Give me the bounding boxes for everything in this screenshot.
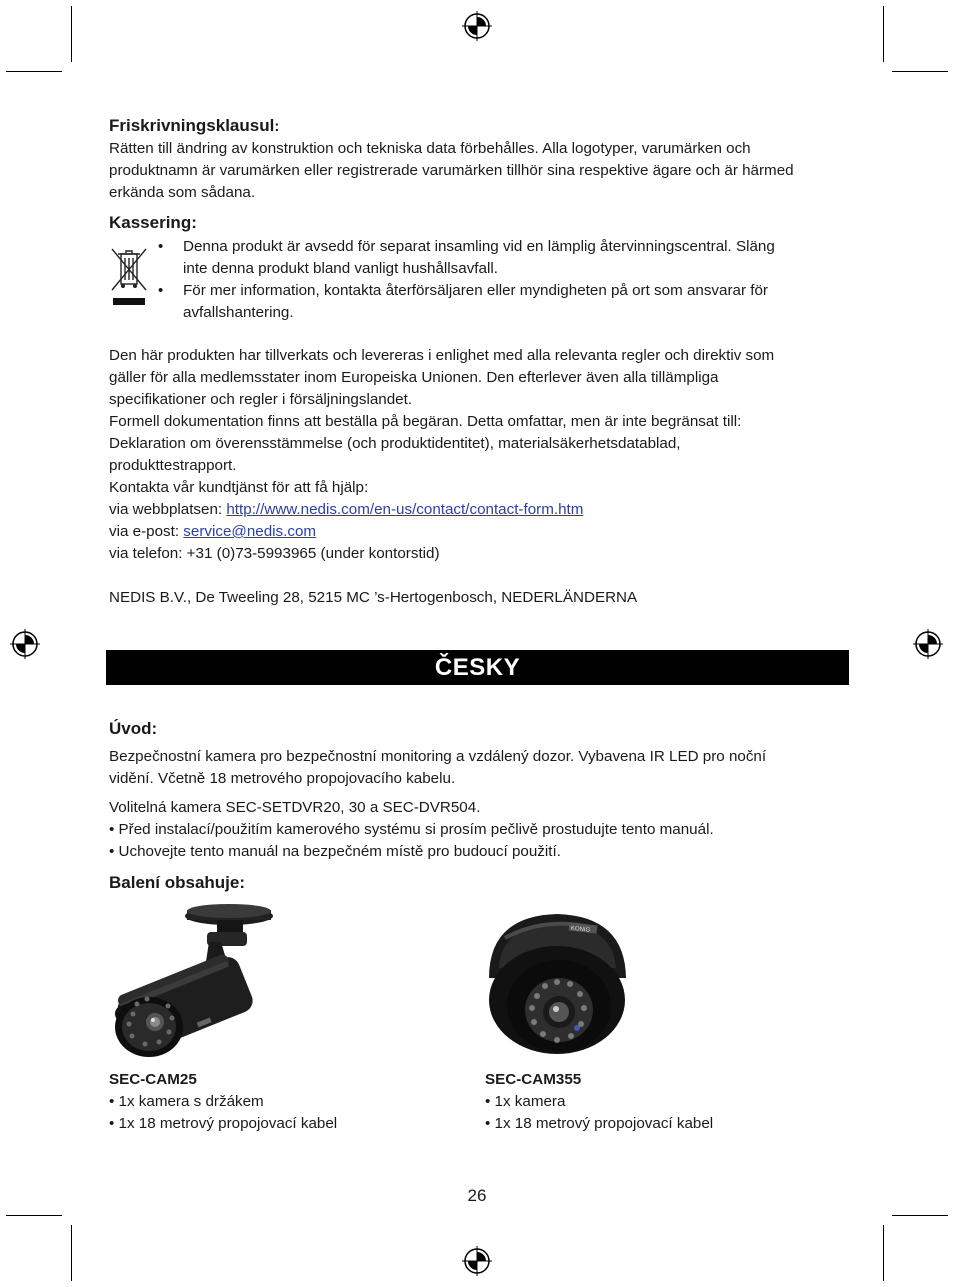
- dome-brand-mark: KONIG: [570, 925, 591, 934]
- registration-mark-icon: [10, 629, 40, 659]
- disclaimer-heading: [109, 115, 279, 138]
- crop-mark: [71, 1225, 72, 1281]
- text-line: Rätten till ändring av konstruktion och tekniska data förbehålles. Alla logotyper, varumärken och: [109, 140, 751, 157]
- product-item: • 1x 18 metrový propojovací kabel: [109, 1115, 338, 1132]
- crop-mark: [883, 1225, 884, 1281]
- compliance-body: [109, 345, 879, 609]
- product-name: SEC-CAM355: [485, 1071, 582, 1088]
- optional-camera-line: Volitelná kamera SEC-SETDVR20, 30 a SEC-DVR504.: [109, 799, 481, 816]
- crop-mark: [6, 71, 62, 72]
- text-line: Formell dokumentation finns att beställa på begäran. Detta omfattar, men är inte begränsat till:: [109, 413, 742, 430]
- disclaimer-colon: :: [274, 118, 280, 135]
- website-prefix: via webbplatsen:: [109, 501, 227, 518]
- text-line: Den här produkten har tillverkats och levereras i enlighet med alla relevanta regler och direktiv som: [109, 347, 775, 364]
- company-address: NEDIS B.V., De Tweeling 28, 5215 MC ’s-Hertogenbosch, NEDERLÄNDERNA: [109, 589, 638, 606]
- text-line: produktnamn är varumärken eller registrerade varumärken tillhör sina respektive ägare och är härmed: [109, 162, 794, 179]
- bullet-camera-photo: [109, 902, 279, 1064]
- dome-camera-photo: [485, 908, 630, 1058]
- text-line: inte denna produkt bland vanligt hushållsavfall.: [183, 260, 498, 277]
- intro-body: [109, 746, 879, 790]
- language-banner: ČESKY: [106, 650, 849, 685]
- product-name: SEC-CAM25: [109, 1071, 197, 1088]
- registration-mark-icon: [462, 1246, 492, 1276]
- product-item: • 1x kamera s držákem: [109, 1093, 264, 1110]
- text-line: Kontakta vår kundtjänst för att få hjälp:: [109, 479, 369, 496]
- text-line: gäller för alla medlemsstater inom Europeiska Unionen. Den efterlever även alla tillämpliga: [109, 369, 719, 386]
- package-heading: Balení obsahuje:: [109, 873, 246, 892]
- disposal-bullet-2: [183, 280, 863, 324]
- text-line: produkttestrapport.: [109, 457, 237, 474]
- intro-heading: Úvod:: [109, 719, 158, 738]
- intro-notes: [109, 797, 879, 863]
- email-link[interactable]: service@nedis.com: [183, 523, 317, 540]
- disposal-heading: Kassering:: [109, 213, 197, 232]
- website-link[interactable]: http://www.nedis.com/en-us/contact/contact-form.htm: [226, 501, 584, 518]
- note-item: • Před instalací/použitím kamerového systému si prosím pečlivě prostudujte tento manuál.: [109, 821, 714, 838]
- crop-mark: [6, 1215, 62, 1216]
- text-line: För mer information, kontakta återförsäljaren eller myndigheten på ort som ansvarar för: [183, 282, 768, 299]
- note-item: • Uchovejte tento manuál na bezpečném místě pro budoucí použití.: [109, 843, 561, 860]
- email-prefix: via e-post:: [109, 523, 184, 540]
- crop-mark: [892, 71, 948, 72]
- phone-line: via telefon: +31 (0)73-5993965 (under kontorstid): [109, 545, 440, 562]
- product-card-sec-cam355: [485, 1069, 855, 1135]
- page-number: 26: [467, 1186, 487, 1205]
- crop-mark: [71, 6, 72, 62]
- text-line: Deklaration om överensstämmelse (och produktidentitet), materialsäkerhetsdatablad,: [109, 435, 681, 452]
- text-line: Denna produkt är avsedd för separat insamling vid en lämplig återvinningscentral. Släng: [183, 238, 775, 255]
- product-item: • 1x kamera: [485, 1093, 566, 1110]
- text-line: vidění. Včetně 18 metrového propojovacího kabelu.: [109, 770, 456, 787]
- bullet: •: [158, 282, 164, 299]
- crop-mark: [892, 1215, 948, 1216]
- disclaimer-body: [109, 138, 869, 204]
- disposal-bullet-1: [183, 236, 863, 280]
- product-item: • 1x 18 metrový propojovací kabel: [485, 1115, 714, 1132]
- text-line: specifikationer och regler i försäljningslandet.: [109, 391, 413, 408]
- text-line: erkända som sådana.: [109, 184, 256, 201]
- product-card-sec-cam25: [109, 1069, 459, 1135]
- registration-mark-icon: [462, 11, 492, 41]
- email-line: [109, 521, 879, 543]
- text-line: Bezpečnostní kamera pro bezpečnostní monitoring a vzdálený dozor. Vybavena IR LED pro noční: [109, 748, 767, 765]
- weee-crossed-bin-icon: [108, 244, 150, 306]
- website-line: [109, 499, 879, 521]
- disclaimer-title: Friskrivningsklausul: [109, 116, 275, 135]
- bullet: •: [158, 238, 164, 255]
- registration-mark-icon: [913, 629, 943, 659]
- text-line: avfallshantering.: [183, 304, 294, 321]
- crop-mark: [883, 6, 884, 62]
